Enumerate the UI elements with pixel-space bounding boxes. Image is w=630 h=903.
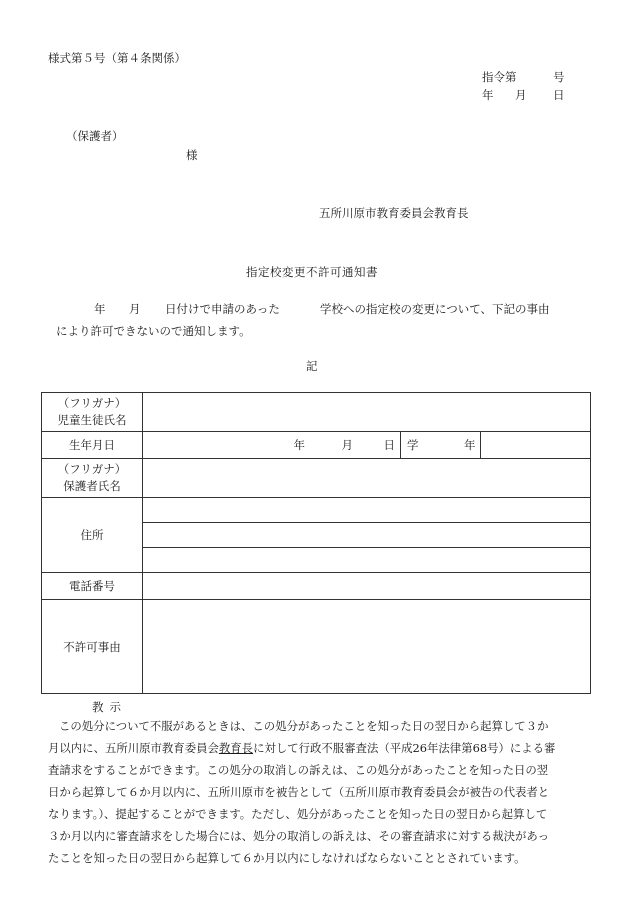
address-field-1[interactable] [143, 498, 591, 523]
notice-line-2-a: 月以内に、五所川原市教育委員会 [48, 741, 219, 755]
intro-paragraph [52, 298, 587, 342]
notice-underlined-term: 教育長 [218, 741, 254, 755]
address-field-3[interactable] [143, 548, 591, 573]
intro-applied: 日付けで申請のあった [165, 302, 280, 316]
issue-date [482, 87, 565, 103]
student-name-text: 児童生徒氏名 [57, 413, 127, 427]
student-name-label [42, 393, 143, 432]
grade-extra-field[interactable] [481, 432, 591, 459]
grade-field[interactable] [401, 432, 481, 459]
student-name-field[interactable] [143, 393, 591, 432]
guardian-label: （保護者） [66, 129, 124, 143]
grade-suffix: 年 [464, 438, 476, 452]
application-table [41, 392, 591, 694]
notice-line-6: ３か月以内に審査請求をした場合には、処分の取消しの訴えは、その審査請求に対する裁決があっ [48, 829, 550, 843]
issue-year: 年 [482, 88, 494, 102]
birth-date-label: 生年月日 [42, 432, 143, 459]
address-field-2[interactable] [143, 523, 591, 548]
birth-year: 年 [293, 438, 305, 452]
guardian-name-field[interactable] [143, 459, 591, 498]
ki-marker: 記 [306, 359, 318, 373]
intro-year: 年 [94, 302, 106, 316]
student-furigana-label: （フリガナ） [57, 396, 127, 410]
notice-line-7: たことを知った日の翌日から起算して６か月以内にしなければならないこととされています。 [48, 851, 526, 865]
intro-month: 月 [129, 302, 141, 316]
document-title: 指定校変更不許可通知書 [246, 265, 378, 279]
notice-body [48, 715, 586, 869]
reason-field[interactable] [143, 600, 591, 694]
birth-day: 日 [383, 438, 395, 452]
birth-date-field[interactable] [143, 432, 401, 459]
notice-line-2 [48, 737, 586, 759]
reason-label: 不許可事由 [42, 600, 143, 694]
address-label: 住所 [42, 498, 143, 573]
notice-line-5: なります。）、提起することができます。ただし、処分があったことを知った日の翌日から起算して [48, 807, 548, 821]
notice-line-3: 査請求をすることができます。この処分の取消しの訴えは、この処分があったことを知った日の翌 [48, 763, 549, 777]
phone-field[interactable] [143, 573, 591, 600]
notice-title: 教示 [92, 700, 127, 714]
notice-line-4: 日から起算して６か月以内に、五所川原市を被告として（五所川原市教育委員会が被告の代表者と [48, 785, 550, 799]
honorific: 様 [186, 148, 198, 162]
guardian-name-label [42, 459, 143, 498]
notice-line-2-b: に対して行政不服審査法（平成26年法律第68号）による審 [253, 741, 556, 755]
order-number-suffix: 号 [553, 70, 565, 84]
birth-month: 月 [341, 438, 353, 452]
issuer: 五所川原市教育委員会教育長 [319, 206, 469, 220]
issue-day: 日 [553, 88, 565, 102]
guardian-furigana-label: （フリガナ） [57, 462, 127, 476]
guardian-name-text: 保護者氏名 [63, 479, 121, 493]
intro-school: 学校への指定校の変更について、下記の事由 [320, 302, 550, 316]
notice-line-1: この処分について不服があるときは、この処分があったことを知った日の翌日から起算して３か [59, 719, 549, 733]
intro-line2: により許可できないので通知します。 [56, 324, 251, 338]
form-number: 様式第５号（第４条関係） [48, 51, 186, 65]
phone-label: 電話番号 [42, 573, 143, 600]
issue-month: 月 [515, 88, 527, 102]
grade-prefix: 学 [407, 438, 419, 452]
order-number-label: 指令第 [482, 70, 517, 84]
